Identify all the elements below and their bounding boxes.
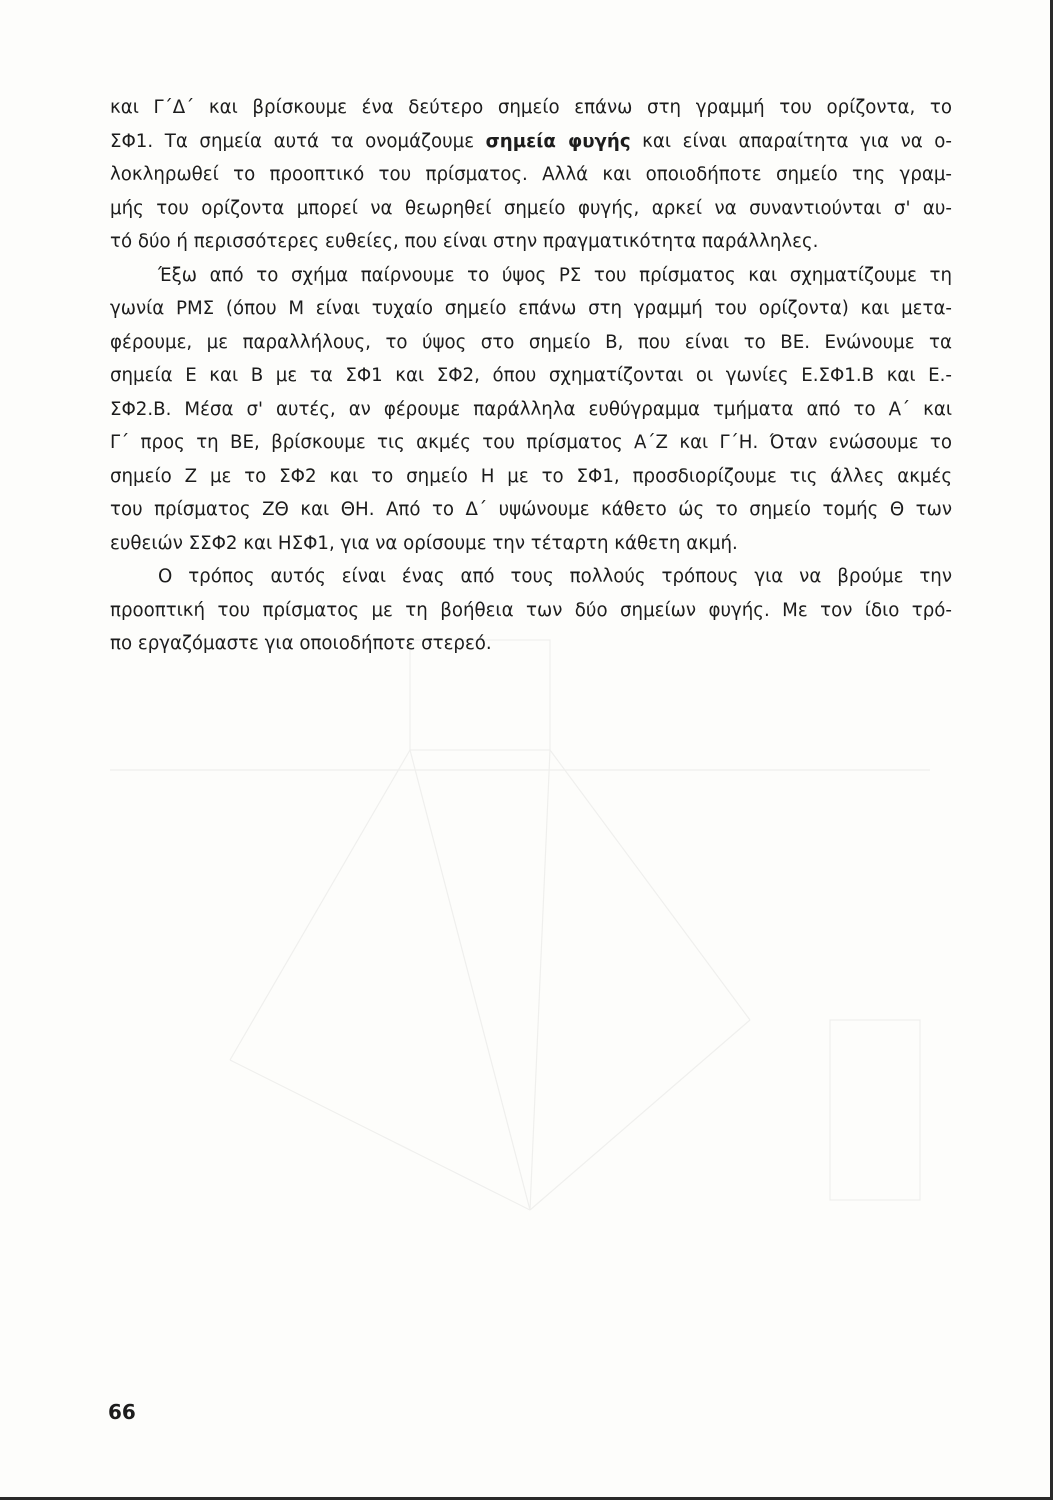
text-line: Ο τρόπος αυτός είναι ένας από τους πολλούς τρόπους για να βρούμε την [158, 566, 952, 587]
text-line: Έξω από το σχήμα παίρνουμε το ύψος ΡΣ του πρίσματος και σχηματίζουμε τη [158, 264, 952, 286]
text-line: τό δύο ή περισσότερες ευθείες, που είναι στην πραγματικότητα παράλληλες. [110, 231, 819, 252]
text-line: πο εργαζόμαστε για οποιοδήποτε στερεό. [110, 633, 492, 654]
text-line: Γ΄ προς τη ΒΕ, βρίσκουμε τις ακμές του πρίσματος Α΄Ζ και Γ΄Η. Όταν ενώσουμε το [110, 432, 952, 453]
paragraph-3 [110, 560, 952, 661]
text-line: σημείο Ζ με το ΣΦ2 και το σημείο Η με το ΣΦ1, προσδιορίζουμε τις άλλες ακμές [110, 465, 952, 487]
text-line: του πρίσματος ΖΘ και ΘΗ. Από το Δ΄ υψώνουμε κάθετο ώς το σημείο τομής Θ των [110, 499, 952, 520]
text-line: και Γ΄Δ΄ και βρίσκουμε ένα δεύτερο σημείο επάνω στη γραμμή του ορίζοντα, το [110, 97, 952, 118]
paragraph-2 [110, 259, 952, 561]
text-line: ΣΦ2.Β. Μέσα σ' αυτές, αν φέρουμε παράλληλα ευθύγραμμα τμήματα από το Α΄ και [110, 398, 952, 420]
text-line: σημεία Ε και Β με τα ΣΦ1 και ΣΦ2, όπου σχηματίζονται οι γωνίες Ε.ΣΦ1.Β και Ε.- [110, 365, 952, 386]
body-text [110, 91, 952, 661]
page-number: 66 [108, 1400, 136, 1424]
text-fragment: και είναι απαραίτητα για να ο- [630, 130, 952, 152]
text-line: προοπτική του πρίσματος με τη βοήθεια των δύο σημείων φυγής. Με τον ίδιο τρό- [110, 599, 952, 621]
text-line: μής του ορίζοντα μπορεί να θεωρηθεί σημείο φυγής, αρκεί να συναντιούνται σ' αυ- [110, 197, 952, 219]
text-line [110, 125, 952, 159]
bold-term: σημεία φυγής [485, 130, 631, 152]
show-through-figure [110, 600, 930, 1220]
paragraph-1 [110, 91, 952, 259]
text-fragment: ΣΦ1. Τα σημεία αυτά τα ονομάζουμε [110, 130, 486, 152]
text-line: λοκληρωθεί το προοπτικό του πρίσματος. Αλλά και οποιοδήποτε σημείο της γραμ- [110, 164, 952, 185]
text-line: φέρουμε, με παραλλήλους, το ύψος στο σημείο Β, που είναι το ΒΕ. Ενώνουμε τα [110, 331, 952, 353]
text-line: ευθειών ΣΣΦ2 και ΗΣΦ1, για να ορίσουμε την τέταρτη κάθετη ακμή. [110, 532, 738, 554]
text-line: γωνία ΡΜΣ (όπου Μ είναι τυχαίο σημείο επάνω στη γραμμή του ορίζοντα) και μετα- [110, 298, 952, 319]
